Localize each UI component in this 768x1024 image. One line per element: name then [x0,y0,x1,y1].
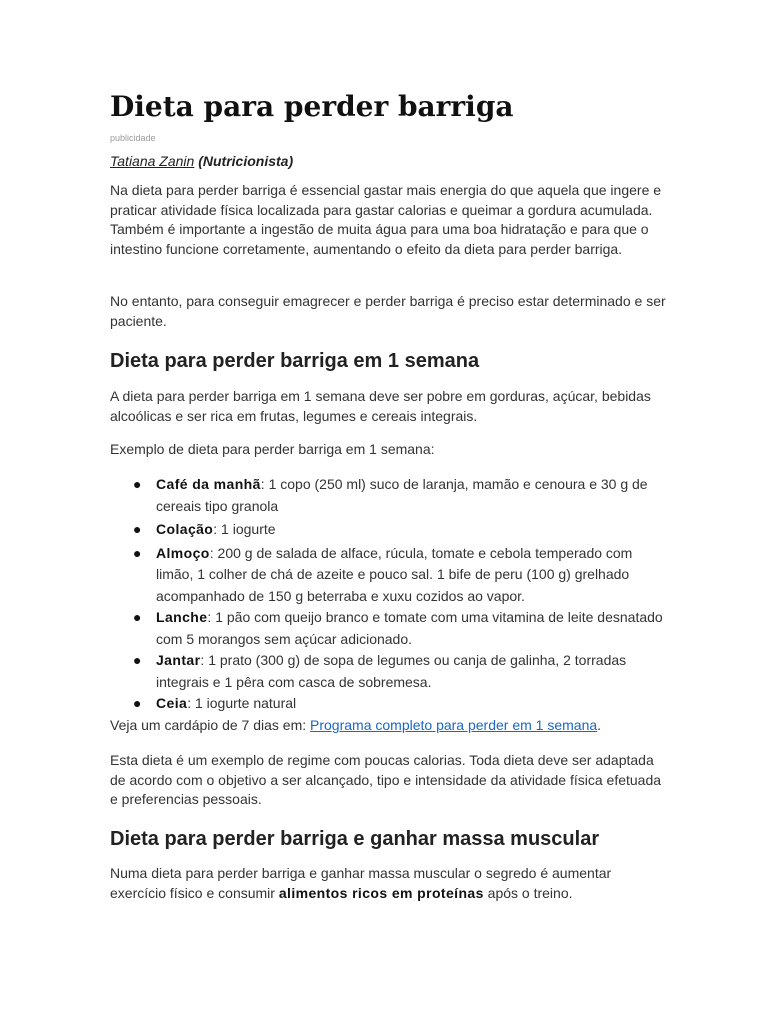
menu-prefix: Veja um cardápio de 7 dias em: [110,717,311,733]
section-1-heading: Dieta para perder barriga em 1 semana [110,350,480,372]
list-item-breakfast [110,474,670,517]
list-item-dinner [110,650,670,693]
section-1-paragraph-1: A dieta para perder barriga em 1 semana deve ser pobre em gorduras, açúcar, bebidas alcoólicas e ser rica em frutas, legumes e cereais integrais. [110,388,651,424]
meal-term: Café da manhã [156,476,261,492]
section-2-prefix: Numa dieta para perder barriga e ganhar massa muscular o segredo é aumentar exercício físico e consumir [110,865,612,901]
author-line [110,151,293,171]
meal-text: : 1 pão com queijo branco e tomate com uma vitamina de leite desnatado com 5 morangos sem açúcar adicionado. [156,609,663,647]
intro-paragraph-1: Na dieta para perder barriga é essencial gastar mais energia do que aquela que ingere e praticar atividade física localizada para gastar calorias e queimar a gordura acumulada. Também é importante a ingestão de muita água para uma boa hidratação e para que o intestino funcione corretamente, aumentando o efeito da dieta para perder barriga. [110,182,662,257]
list-item-afternoon-snack [110,607,670,650]
meal-text: : 1 copo (250 ml) suco de laranja, mamão e cenoura e 30 g de cereais tipo granola [156,476,648,514]
bullet-dot-icon: ● [133,521,142,537]
program-link[interactable]: Programa completo para perder em 1 semana [310,717,598,733]
proteins-emphasis: alimentos ricos em proteínas [278,884,484,901]
meal-text: : 1 prato (300 g) de sopa de legumes ou canja de galinha, 2 torradas integrais e 1 pêra com casca de sobremesa. [156,652,627,690]
menu-reference [110,716,670,736]
section-2-suffix: após o treino. [483,884,573,901]
menu-suffix: . [597,717,602,733]
bullet-dot-icon: ● [133,695,142,711]
meal-term: Jantar [156,652,201,668]
bullet-dot-icon: ● [133,652,142,668]
author-role: (Nutricionista) [198,153,294,169]
meal-list [110,474,670,715]
meal-term: Ceia [156,695,188,711]
meal-term: Colação [156,521,214,537]
section-1-paragraph-2: Exemplo de dieta para perder barriga em 1 semana: [110,441,435,457]
meal-text: : 1 iogurte [213,521,276,537]
meal-text: : 1 iogurte natural [187,695,297,711]
section-1-paragraph-3: Esta dieta é um exemplo de regime com poucas calorias. Toda dieta deve ser adaptada de acordo com o objetivo a ser alcançado, tipo e intensidade da atividade física efetuada e preferencias pessoais. [110,752,662,807]
list-item-snack-morning [110,519,670,541]
section-2-paragraph [110,864,670,903]
bullet-dot-icon: ● [133,476,142,492]
page-title: Dieta para perder barriga [110,90,514,123]
meal-term: Almoço [156,544,210,561]
bullet-dot-icon: ● [133,609,142,625]
meal-text: : 200 g de salada de alface, rúcula, tomate e cebola temperado com limão, 1 colher de chá de azeite e pouco sal. 1 bife de peru (100 g) grelhado acompanhado de 150 g beterraba e xuxu cozidos ao vapor. [156,544,633,604]
list-item-supper [110,693,670,715]
section-2-heading: Dieta para perder barriga e ganhar massa muscular [110,828,600,850]
meal-term: Lanche [156,609,208,625]
intro-paragraph-2: No entanto, para conseguir emagrecer e perder barriga é preciso estar determinado e ser paciente. [110,293,666,329]
bullet-dot-icon: ● [133,544,142,561]
author-link[interactable]: Tatiana Zanin [110,153,195,169]
list-item-lunch [110,543,670,608]
ad-label: publicidade [110,133,156,143]
